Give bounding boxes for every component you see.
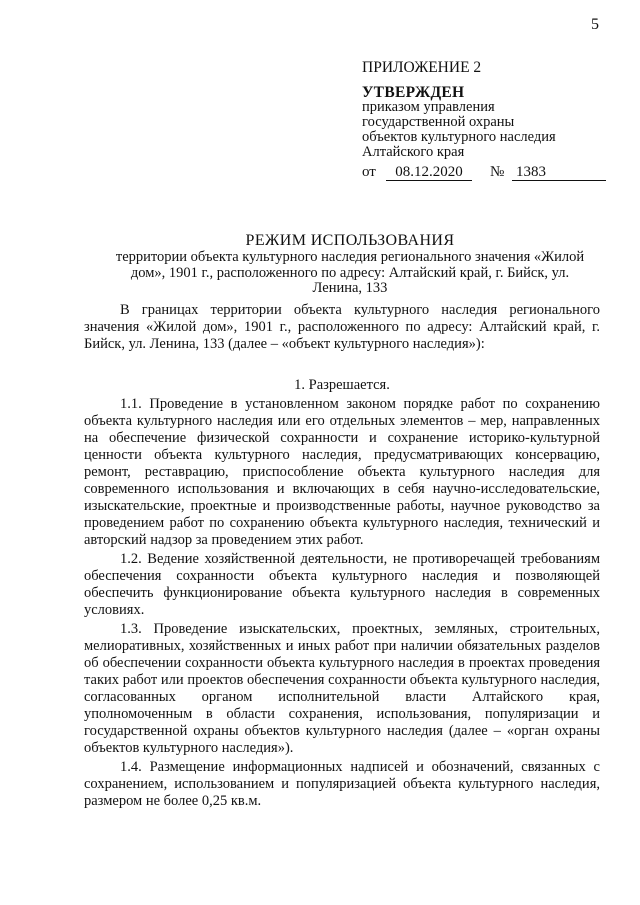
order-number: 1383 <box>512 165 606 181</box>
approval-line-2: государственной охраны <box>362 114 515 130</box>
approved-label: УТВЕРЖДЕН <box>362 84 465 101</box>
document-title: РЕЖИМ ИСПОЛЬЗОВАНИЯ <box>245 232 455 249</box>
approval-line-4: Алтайского края <box>362 144 465 160</box>
item-number: 1.4. <box>120 759 142 775</box>
order-line <box>362 165 624 183</box>
item-text: Размещение информационных надписей и обозначений, связанных с сохранением, использованием и популяризацией объекта культурного наследия, размером не более 0,25 кв.м. <box>84 759 600 809</box>
item-text: Проведение изыскательских, проектных, земляных, строительных, мелиоративных, хозяйственных и иных работ при наличии обязательных разделов об обеспечении сохранности объекта культурного наследия в проектах проведения таких работ или проектов обеспечения сохранности объекта культурного наследия, согласованных органом исполнительной власти Алтайского края, уполномоченным в области сохранения, использования, популяризации и государственной охраны объектов культурного наследия (далее – «орган охраны объектов культурного наследия»). <box>84 621 600 756</box>
list-item <box>84 621 600 757</box>
order-date: 08.12.2020 <box>386 165 472 181</box>
document-subtitle: территории объекта культурного наследия регионального значения «Жилой дом», 1901 г., расположенного по адресу: Алтайский край, г. Бийск, ул. Ленина, 133 <box>115 249 585 296</box>
item-text: Проведение в установленном законом порядке работ по сохранению объекта культурного наследия или его отдельных элементов – мер, направленных на обеспечение физической сохранности и сохранение историко-культурной ценности объекта культурного наследия, предусматривающих консервацию, ремонт, реставрацию, приспособление объекта культурного наследия для современного использования и включающих в себя научно-исследовательские, изыскательские, проектные и производственные работы, научное руководство за проведением работ по сохранению объекта культурного наследия, технический и авторский надзор за проведением этих работ. <box>84 396 600 548</box>
section-heading: 1. Разрешается. <box>294 377 390 393</box>
list-item <box>84 759 600 810</box>
approval-block <box>362 60 624 183</box>
approval-line-3: объектов культурного наследия <box>362 129 556 145</box>
list-item <box>84 551 600 619</box>
approval-line-1: приказом управления <box>362 99 495 115</box>
document-body <box>84 302 600 810</box>
appendix-label: ПРИЛОЖЕНИЕ 2 <box>362 59 482 76</box>
item-number: 1.2. <box>120 551 142 567</box>
item-text: Ведение хозяйственной деятельности, не противоречащей требованиям обеспечения сохранности объекта культурного наследия и позволяющей обеспечить функционирование объекта культурного наследия в современных условиях. <box>84 551 600 618</box>
page-number: 5 <box>591 16 599 33</box>
from-label: от <box>362 164 376 180</box>
title-block <box>60 232 640 297</box>
item-number: 1.1. <box>120 396 142 412</box>
list-item <box>84 396 600 549</box>
intro-paragraph: В границах территории объекта культурного наследия регионального значения «Жилой дом», 1901 г., расположенного по адресу: Алтайский край, г. Бийск, ул. Ленина, 133 (далее – «объект культурного наследия»): <box>84 302 600 352</box>
number-label: № <box>490 164 505 180</box>
item-number: 1.3. <box>120 621 142 637</box>
